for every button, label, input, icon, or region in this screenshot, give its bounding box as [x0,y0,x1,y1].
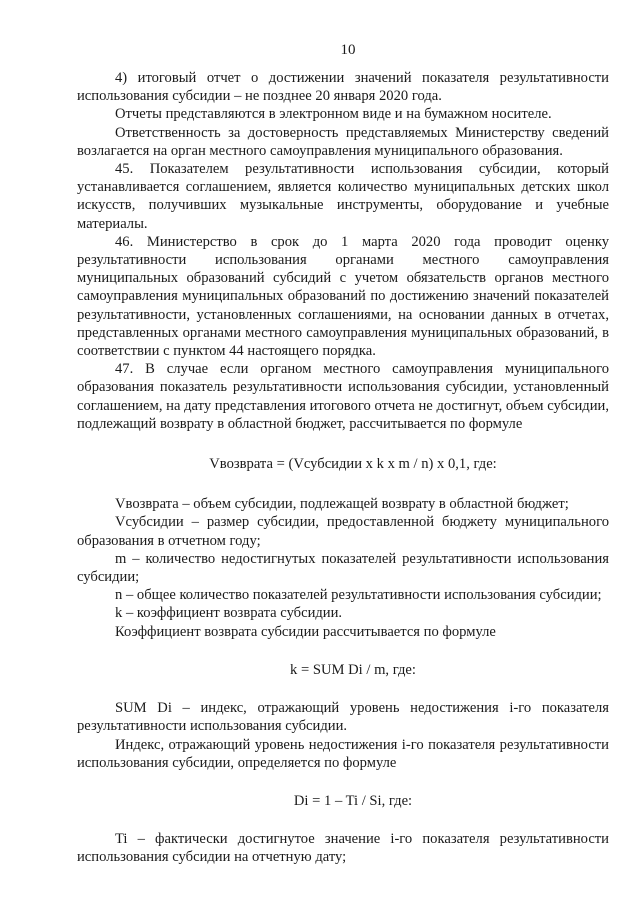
formula-index: Di = 1 – Ti / Si, где: [293,792,413,809]
formula-coefficient: k = SUM Di / m, где: [290,661,416,678]
paragraph-responsibility: Ответственность за достоверность представляемых Министерству сведений возлагается на орган местного самоуправления муниципального образования. [77,124,609,159]
definition-v-return: Vвозврата – объем субсидии, подлежащей возврату в областной бюджет; [115,496,569,513]
paragraph-coefficient-formula-intro: Коэффициент возврата субсидии рассчитывается по формуле [115,623,496,640]
definition-sum-di: SUM Di – индекс, отражающий уровень недостижения i-го показателя результативности использования субсидии. [77,700,609,735]
paragraph-report-format: Отчеты представляются в электронном виде и на бумажном носителе. [115,106,552,123]
definition-ti: Ti – фактически достигнутое значение i-го показателя результативности использования субсидии на отчетную дату; [77,831,609,866]
definition-n: n – общее количество показателей результативности использования субсидии; [115,587,602,604]
formula-return-volume: Vвозврата = (Vсубсидии x k x m / n) x 0,1, где: [209,456,497,473]
paragraph-index-formula-intro: Индекс, отражающий уровень недостижения i-го показателя результативности использования субсидии, определяется по формуле [77,736,609,771]
page-number: 10 [340,42,356,58]
definition-v-subsidy: Vсубсидии – размер субсидии, предоставленной бюджету муниципального образования в отчетном году; [77,514,609,549]
paragraph-final-report: 4) итоговый отчет о достижении значений показателя результативности использования субсидии – не позднее 20 января 2020 года. [77,70,609,105]
definition-k: k – коэффициент возврата субсидии. [115,605,343,622]
paragraph-47: 47. В случае если органом местного самоуправления муниципального образования показатель результативности использования субсидии, установленный соглашением, на дату представления итогового отчета не достигнут, объем субсидии, подлежащий возврату в областной бюджет, рассчитывается по формуле [77,361,609,432]
paragraph-45: 45. Показателем результативности использования субсидии, который устанавливается соглашением, является количество муниципальных детских школ искусств, получивших музыкальные инструменты, оборудование и учебные материалы. [77,161,609,232]
paragraph-46: 46. Министерство в срок до 1 марта 2020 года проводит оценку результативности использования органами местного самоуправления муниципальных образований субсидий с учетом обязательств органов местного самоуправления муниципальных образований по достижению значений показателей результативности, установленных соглашениями, на основании данных в отчетах, представленных органами местного самоуправления муниципальных образований, в соответствии с пунктом 44 настоящего порядка. [77,233,609,360]
definition-m: m – количество недостигнутых показателей результативности использования субсидии; [77,550,609,586]
